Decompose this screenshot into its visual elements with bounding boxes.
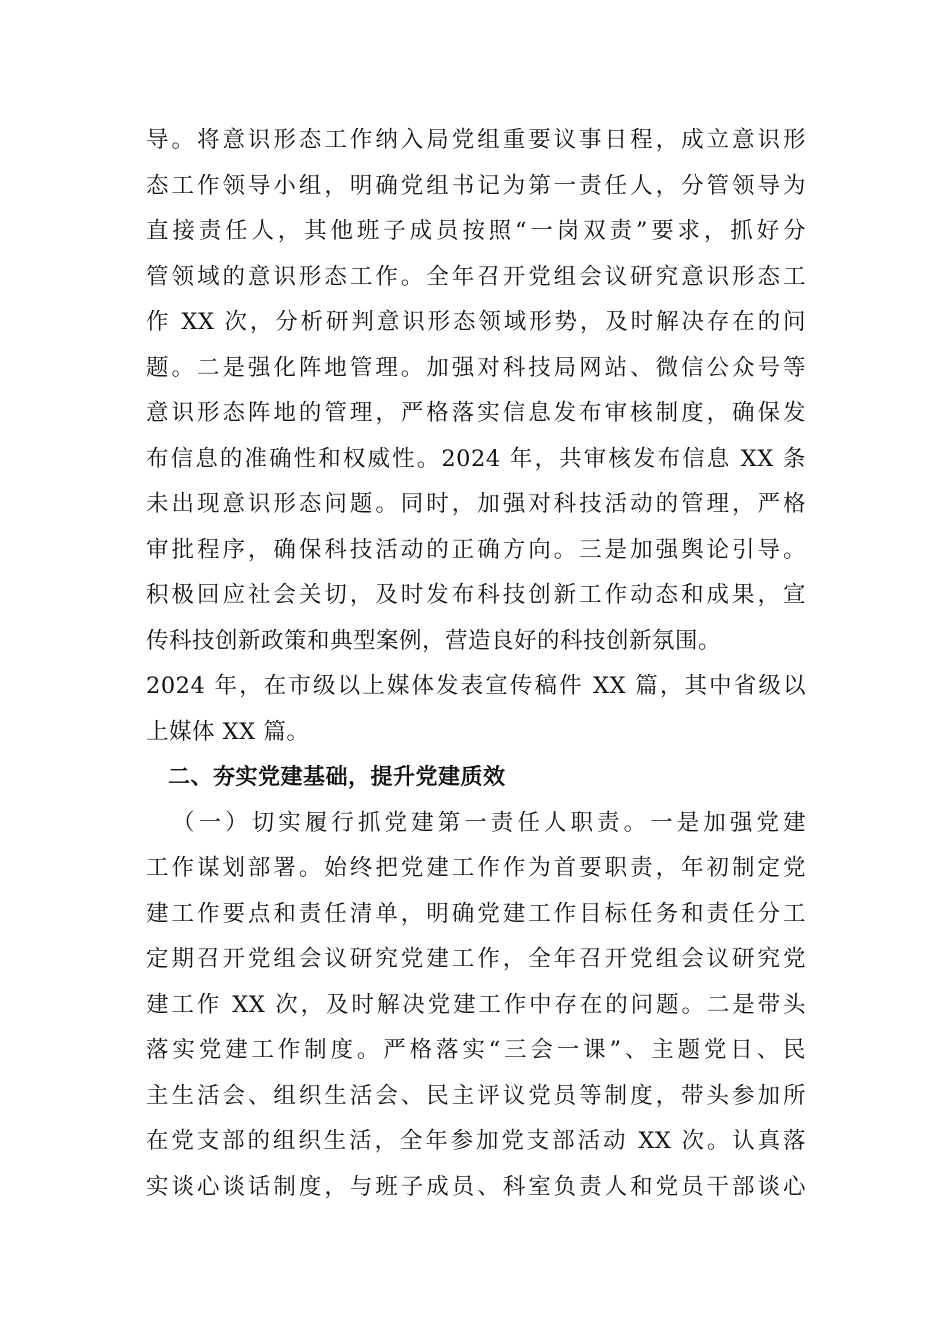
paragraph-ideology-work bbox=[146, 118, 806, 755]
text-line: 态工作领导小组，明确党组书记为第一责任人，分管领导为 bbox=[146, 172, 806, 199]
text-line: （一）切实履行抓党建第一责任人职责。一是加强党建 bbox=[172, 809, 806, 836]
text-line: 工作谋划部署。始终把党建工作作为首要职责，年初制定党 bbox=[146, 855, 806, 881]
section-heading: 二、夯实党建基础，提升党建质效 bbox=[168, 765, 506, 790]
paragraph-party-building bbox=[146, 801, 806, 1211]
text-line: 布信息的准确性和权威性。2024 年，共审核发布信息 XX 条 bbox=[146, 445, 806, 472]
document-page bbox=[146, 118, 806, 1210]
text-line: 定期召开党组会议研究党建工作，全年召开党组会议研究党 bbox=[146, 946, 806, 972]
text-line: 管领域的意识形态工作。全年召开党组会议研究意识形态工 bbox=[146, 263, 806, 290]
text-line: 审批程序，确保科技活动的正确方向。三是加强舆论引导。 bbox=[146, 536, 806, 563]
text-line: 在党支部的组织生活，全年参加党支部活动 XX 次。认真落 bbox=[146, 1128, 806, 1154]
text-line: 意识形态阵地的管理，严格落实信息发布审核制度，确保发 bbox=[146, 400, 806, 426]
text-line: 传科技创新政策和典型案例，营造良好的科技创新氛围。 bbox=[146, 627, 722, 654]
text-line: 主生活会、组织生活会、民主评议党员等制度，带头参加所 bbox=[146, 1082, 806, 1109]
text-line: 未出现意识形态问题。同时，加强对科技活动的管理，严格 bbox=[146, 491, 806, 517]
text-line: 题。二是强化阵地管理。加强对科技局网站、微信公众号等 bbox=[146, 354, 806, 381]
text-line: 实谈心谈话制度，与班子成员、科室负责人和党员干部谈心 bbox=[146, 1173, 806, 1200]
text-line: 上媒体 XX 篇。 bbox=[146, 718, 310, 745]
text-line: 导。将意识形态工作纳入局党组重要议事日程，成立意识形 bbox=[146, 127, 806, 153]
text-line: 作 XX 次，分析研判意识形态领域形势，及时解决存在的问 bbox=[146, 309, 806, 335]
text-line: 直接责任人，其他班子成员按照“一岗双责”要求，抓好分 bbox=[146, 218, 806, 244]
text-line: 2024 年，在市级以上媒体发表宣传稿件 XX 篇，其中省级以 bbox=[146, 673, 806, 699]
text-line: 建工作 XX 次，及时解决党建工作中存在的问题。二是带头 bbox=[146, 991, 806, 1018]
text-line: 建工作要点和责任清单，明确党建工作目标任务和责任分工 bbox=[146, 900, 806, 927]
text-line: 落实党建工作制度。严格落实“三会一课”、主题党日、民 bbox=[146, 1037, 806, 1063]
text-line: 积极回应社会关切，及时发布科技创新工作动态和成果，宣 bbox=[146, 582, 806, 608]
